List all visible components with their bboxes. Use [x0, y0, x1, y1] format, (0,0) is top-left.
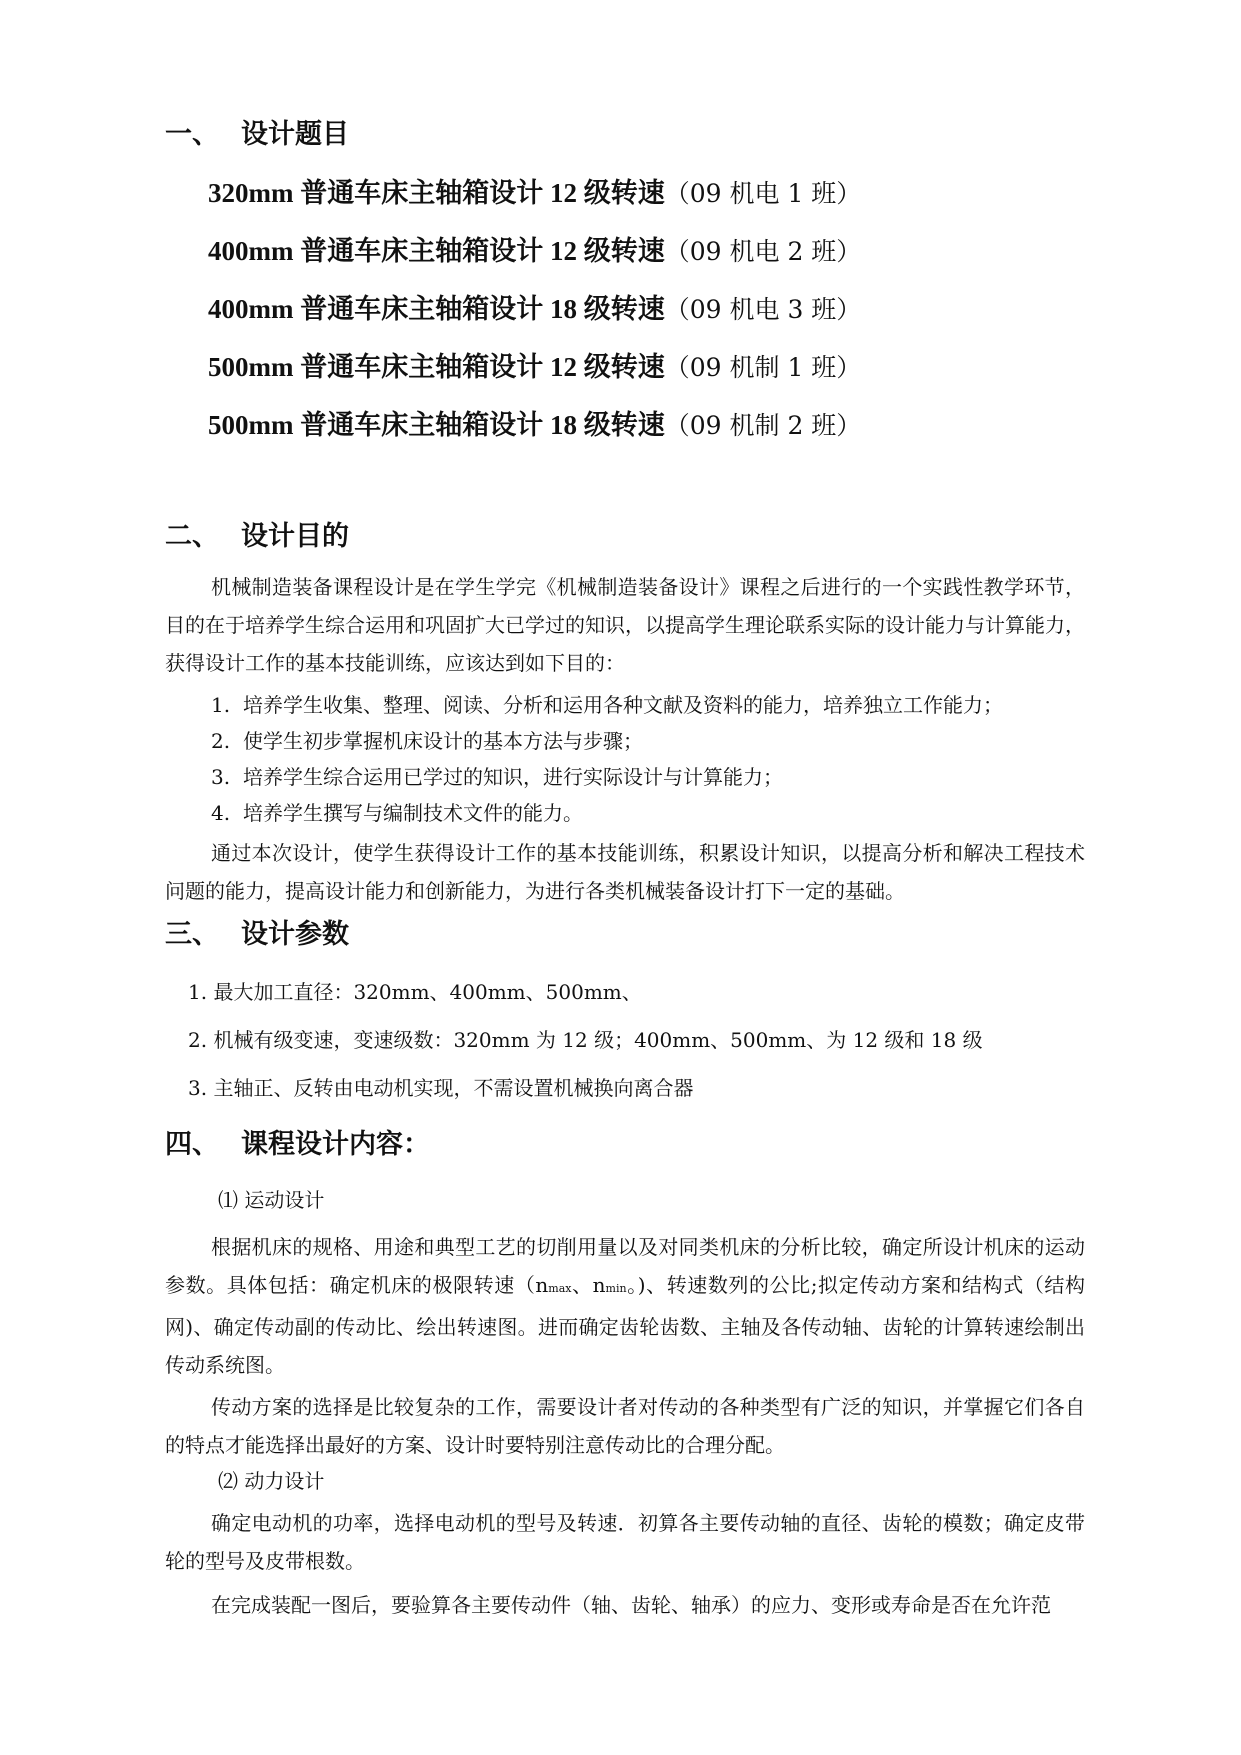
subscript-min: min: [605, 1282, 627, 1295]
item-text: 培养学生收集、整理、阅读、分析和运用各种文献及资料的能力，培养独立工作能力；: [243, 693, 1003, 717]
parameter-item-3: 3. 主轴正、反转由电动机实现，不需设置机械换向离合器: [188, 1076, 694, 1100]
power-design-paragraph: 确定电动机的功率，选择电动机的型号及转速．初算各主要传动轴的直径、齿轮的模数；确定皮带轮的型号及皮带根数。: [165, 1511, 1085, 1573]
section-title: 设计参数: [241, 919, 349, 950]
section-number: 二、: [165, 521, 219, 552]
section-heading-3: [165, 918, 349, 952]
design-title-5: [208, 408, 861, 443]
purpose-item-1: [211, 690, 1003, 720]
design-title-text: 400mm 普通车床主轴箱设计 12 级转速: [208, 236, 665, 266]
design-title-4: [208, 350, 861, 385]
section-number: 四、: [165, 1129, 219, 1160]
class-label: （09 机电 2 班）: [664, 237, 862, 266]
item-number: 3.: [211, 765, 231, 789]
verification-paragraph: 在完成装配一图后，要验算各主要传动件（轴、齿轮、轴承）的应力、变形或寿命是否在允许范: [211, 1593, 1051, 1617]
class-label: （09 机制 2 班）: [664, 411, 862, 440]
item-number: 4.: [211, 801, 231, 825]
section-heading-2: [165, 520, 349, 554]
parameter-item-2: 2. 机械有级变速，变速级数：320mm 为 12 级；400mm、500mm、为 12 级和 18 级: [188, 1028, 983, 1052]
item-number: 1.: [211, 693, 231, 717]
subsection-power-design: ⑵ 动力设计: [218, 1469, 325, 1493]
purpose-intro-paragraph: 机械制造装备课程设计是在学生学完《机械制造装备设计》课程之后进行的一个实践性教学环节，目的在于培养学生综合运用和巩固扩大已学过的知识，以提高学生理论联系实际的设计能力与计算能力，获得设计工作的基本技能训练，应该达到如下目的：: [165, 575, 1085, 675]
section-heading-1: [165, 118, 349, 152]
parameter-item-1: 1. 最大加工直径：320mm、400mm、500mm、: [188, 980, 642, 1004]
design-title-text: 400mm 普通车床主轴箱设计 18 级转速: [208, 294, 665, 324]
item-text: 培养学生撰写与编制技术文件的能力。: [243, 801, 583, 825]
section-title: 设计题目: [241, 119, 349, 150]
item-text: 培养学生综合运用已学过的知识，进行实际设计与计算能力；: [243, 765, 783, 789]
subscript-max: max: [548, 1282, 572, 1295]
purpose-closing-paragraph: 通过本次设计，使学生获得设计工作的基本技能训练，积累设计知识，以提高分析和解决工程技术问题的能力，提高设计能力和创新能力，为进行各类机械装备设计打下一定的基础。: [165, 841, 1085, 903]
section-title: 课程设计内容：: [241, 1129, 430, 1160]
class-label: （09 机制 1 班）: [664, 353, 862, 382]
section-number: 三、: [165, 919, 219, 950]
design-title-text: 500mm 普通车床主轴箱设计 12 级转速: [208, 352, 665, 382]
design-title-text: 500mm 普通车床主轴箱设计 18 级转速: [208, 410, 665, 440]
purpose-item-3: [211, 762, 783, 792]
section-heading-4: [165, 1128, 430, 1162]
design-title-text: 320mm 普通车床主轴箱设计 12 级转速: [208, 178, 665, 208]
section-number: 一、: [165, 119, 219, 150]
purpose-item-4: [211, 798, 583, 828]
item-number: 2.: [211, 729, 231, 753]
motion-design-paragraph: 根据机床的规格、用途和典型工艺的切削用量以及对同类机床的分析比较，确定所设计机床的运动参数。具体包括：确定机床的极限转速（nmax、nmin。)、转速数列的公比;拟定传动方案和结构式（结构网)、确定传动副的传动比、绘出转速图。进而确定齿轮齿数、主轴及各传动轴、齿轮的计算转速绘制出传动系统图。: [165, 1235, 1085, 1377]
section-title: 设计目的: [241, 521, 349, 552]
class-label: （09 机电 1 班）: [664, 179, 862, 208]
purpose-item-2: [211, 726, 643, 756]
design-title-2: [208, 234, 861, 269]
design-title-1: [208, 176, 861, 211]
class-label: （09 机电 3 班）: [664, 295, 862, 324]
design-title-3: [208, 292, 861, 327]
subsection-motion-design: ⑴ 运动设计: [218, 1188, 325, 1212]
transmission-scheme-paragraph: 传动方案的选择是比较复杂的工作，需要设计者对传动的各种类型有广泛的知识，并掌握它们各自的特点才能选择出最好的方案、设计时要特别注意传动比的合理分配。: [165, 1395, 1085, 1457]
item-text: 使学生初步掌握机床设计的基本方法与步骤；: [243, 729, 643, 753]
